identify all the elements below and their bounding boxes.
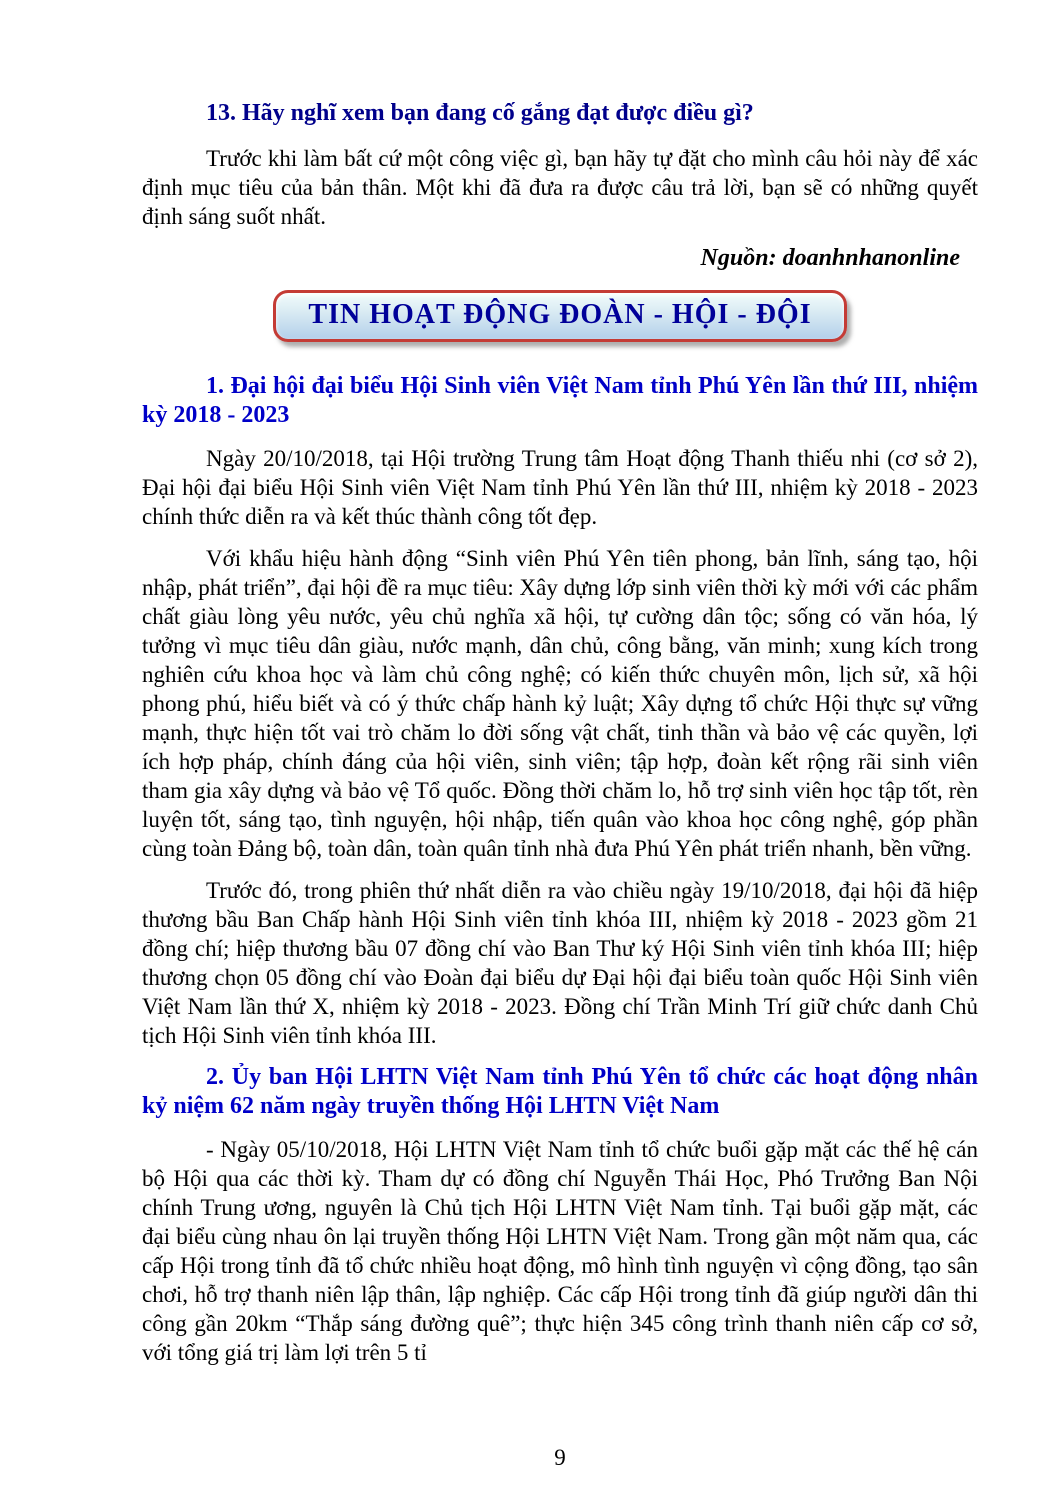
news-section-banner — [273, 290, 846, 342]
page-number: 9 — [554, 1445, 566, 1470]
source-credit: Nguồn: doanhnhanonline — [700, 245, 960, 271]
section-1-paragraph-3: Trước đó, trong phiên thứ nhất diễn ra vào chiều ngày 19/10/2018, đại hội đã hiệp thương bầu Ban Chấp hành Hội Sinh viên tỉnh khóa III, nhiệm kỳ 2018 - 2023 gồm 21 đồng chí; hiệp thương bầu 07 đồng chí vào Ban Thư ký Hội Sinh viên tỉnh khóa III; hiệp thương chọn 05 đồng chí vào Đoàn đại biểu dự Đại hội đại biểu toàn quốc Hội Sinh viên Việt Nam lần thứ X, nhiệm kỳ 2018 - 2023. Đồng chí Trần Minh Trí giữ chức danh Chủ tịch Hội Sinh viên tỉnh khóa III. — [142, 878, 978, 1048]
section-1-paragraph-1: Ngày 20/10/2018, tại Hội trường Trung tâm Hoạt động Thanh thiếu nhi (cơ sở 2), Đại hội đại biểu Hội Sinh viên Việt Nam tỉnh Phú Yên lần thứ III, nhiệm kỳ 2018 - 2023 chính thức diễn ra và kết thúc thành công tốt đẹp. — [142, 446, 978, 529]
banner-title: TIN HOẠT ĐỘNG ĐOÀN - HỘI - ĐỘI — [308, 299, 812, 330]
section-2-title: 2. Ủy ban Hội LHTN Việt Nam tỉnh Phú Yên tổ chức các hoạt động nhân kỷ niệm 62 năm ngày truyền thống Hội LHTN Việt Nam — [142, 1064, 978, 1119]
section-2-paragraph-1: - Ngày 05/10/2018, Hội LHTN Việt Nam tỉnh tổ chức buổi gặp mặt các thế hệ cán bộ Hội qua các thời kỳ. Tham dự có đồng chí Nguyễn Thái Học, Phó Trưởng Ban Nội chính Trung ương, nguyên là Chủ tịch Hội LHTN Việt Nam tỉnh. Tại buổi gặp mặt, các đại biểu cùng nhau ôn lại truyền thống Hội LHTN Việt Nam. Trong gần một năm qua, các cấp Hội trong tỉnh đã tổ chức nhiều hoạt động, mô hình tình nguyện vì cộng đồng, tạo sân chơi, hỗ trợ thanh niên lập thân, lập nghiệp. Các cấp Hội trong tỉnh đã giúp người dân thi công gần 20km “Thắp sáng đường quê”; thực hiện 345 công trình thanh niên cấp cơ sở, với tổng giá trị làm lợi trên 5 tỉ — [142, 1137, 978, 1365]
banner-row — [142, 290, 978, 342]
section-1-paragraph-2: Với khẩu hiệu hành động “Sinh viên Phú Yên tiên phong, bản lĩnh, sáng tạo, hội nhập, phát triển”, đại hội đề ra mục tiêu: Xây dựng lớp sinh viên thời kỳ mới với các phẩm chất giàu lòng yêu nước, yêu chủ nghĩa xã hội, tự cường dân tộc; sống có văn hóa, lý tưởng vì mục tiêu dân giàu, nước mạnh, dân chủ, công bằng, văn minh; xung kích trong nghiên cứu khoa học và làm chủ công nghệ; có kiến thức chuyên môn, lịch sử, xã hội phong phú, hiểu biết và có ý thức chấp hành kỷ luật; Xây dựng tổ chức Hội thực sự vững mạnh, thực hiện tốt vai trò chăm lo đời sống vật chất, tinh thần và bảo vệ các quyền, lợi ích hợp pháp, chính đáng của hội viên, sinh viên; tập hợp, đoàn kết rộng rãi sinh viên tham gia xây dựng và bảo vệ Tổ quốc. Đồng thời chăm lo, hỗ trợ sinh viên học tập tốt, rèn luyện tốt, sáng tạo, tình nguyện, hội nhập, tiến quân vào khoa học công nghệ, góp phần cùng toàn Đảng bộ, toàn dân, toàn quân tỉnh nhà đưa Phú Yên phát triển nhanh, bền vững. — [142, 546, 978, 861]
intro-paragraph: Trước khi làm bất cứ một công việc gì, bạn hãy tự đặt cho mình câu hỏi này để xác định mục tiêu của bản thân. Một khi đã đưa ra được câu trả lời, bạn sẽ có những quyết định sáng suốt nhất. — [142, 146, 978, 229]
intro-heading: 13. Hãy nghĩ xem bạn đang cố gắng đạt được điều gì? — [206, 100, 754, 126]
section-1-title: 1. Đại hội đại biểu Hội Sinh viên Việt Nam tỉnh Phú Yên lần thứ III, nhiệm kỳ 2018 - 2023 — [142, 373, 978, 428]
